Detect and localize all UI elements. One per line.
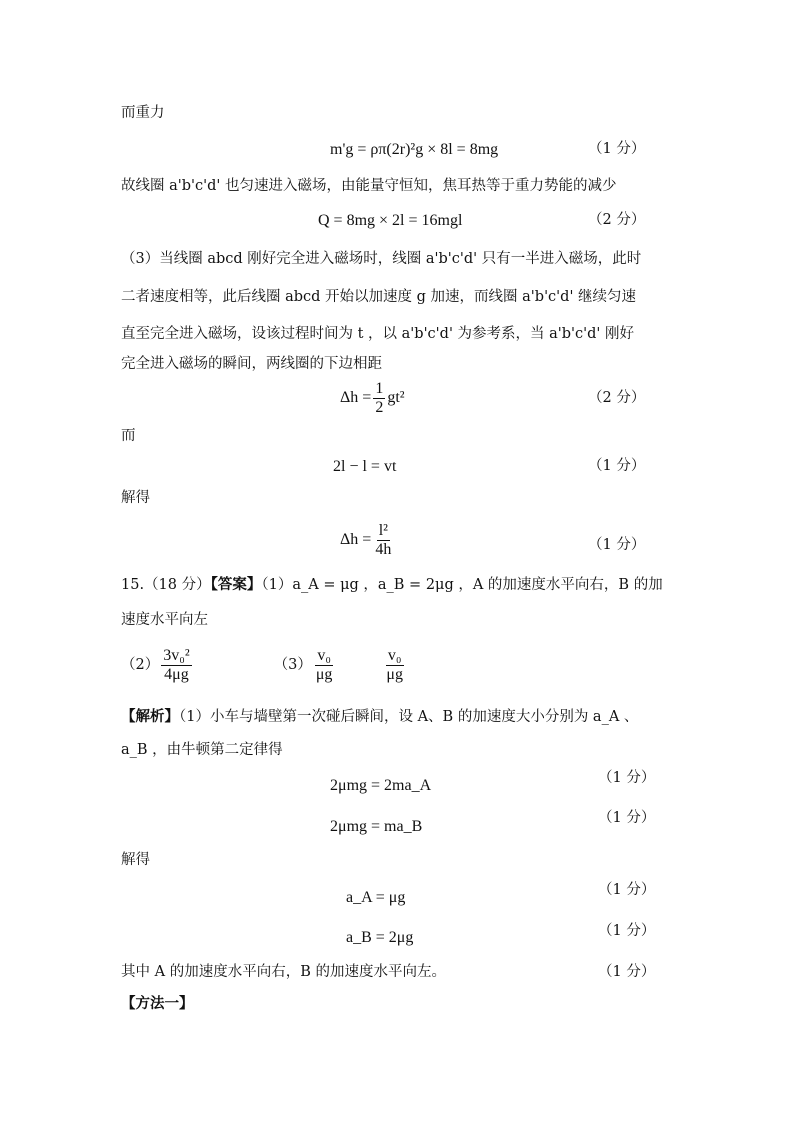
fraction-half <box>373 380 385 417</box>
line-direction: 其中 A 的加速度水平向右，B 的加速度水平向左。 <box>121 964 446 980</box>
score-2: （2 分） <box>588 212 646 228</box>
line-q15-answer <box>121 575 663 595</box>
method-one-heading: 【方法一】 <box>121 995 194 1012</box>
fraction-numerator: 3v₀² <box>163 646 190 664</box>
line-energy-conservation: 故线圈 a'b'c'd' 也匀速进入磁场，由能量守恒知，焦耳热等于重力势能的减少 <box>121 178 617 194</box>
answer-tag: 【答案】 <box>210 576 262 593</box>
score-7: （1 分） <box>598 810 656 826</box>
q15-number: 15.（18 分） <box>121 577 211 593</box>
score-8: （1 分） <box>598 882 656 898</box>
line-part3-2: 二者速度相等，此后线圈 abcd 开始以加速度 g 加速，而线圈 a'b'c'd' 继续匀速 <box>121 289 637 305</box>
line-part3-3: 直至完全进入磁场，设该过程时间为 t ，以 a'b'c'd' 为参考系，当 a'b'c'd' 刚好 <box>121 326 635 342</box>
equation-newton-a: 2μmg = 2ma_A <box>330 777 432 794</box>
line-analysis <box>121 707 638 727</box>
score-6: （1 分） <box>598 770 656 786</box>
line-solve-1: 解得 <box>121 490 150 506</box>
score-1: （1 分） <box>588 141 646 157</box>
line-answers-2-3 <box>121 644 407 686</box>
line-solve-2: 解得 <box>121 852 150 868</box>
line-q15-answer-cont: 速度水平向左 <box>121 612 208 628</box>
fraction-denominator: μg <box>315 665 333 683</box>
eq3-rhs: gt² <box>387 389 405 406</box>
answer2-label: （2） <box>121 657 160 673</box>
fraction-denominator: μg <box>386 665 403 683</box>
line-and: 而 <box>121 428 136 444</box>
eq5-lhs: Δh = <box>340 531 372 548</box>
analysis-tag: 【解析】 <box>121 708 179 725</box>
equation-delta-h-1 <box>340 378 405 418</box>
fraction-denominator: 2 <box>375 398 384 416</box>
fraction-denominator: 4h <box>375 540 392 558</box>
answer-part1: （1）a_A = μg ，a_B = 2μg ，A 的加速度水平向右，B 的加 <box>261 577 663 593</box>
line-part3-1: （3）当线圈 abcd 刚好完全进入磁场时，线圈 a'b'c'd' 只有一半进入磁场，此时 <box>121 251 642 267</box>
fraction-denominator: 4μg <box>164 665 189 683</box>
score-5: （1 分） <box>588 537 646 553</box>
line-analysis-cont: a_B ，由牛顿第二定律得 <box>121 742 283 758</box>
equation-gravity: m'g = ρπ(2r)²g × 8l = 8mg <box>330 141 499 158</box>
equation-distance: 2l − l = vt <box>333 458 397 475</box>
line-gravity-intro: 而重力 <box>121 105 165 121</box>
eq3-lhs: Δh = <box>340 389 372 406</box>
fraction-numerator: l² <box>378 521 388 539</box>
fraction-numerator: v₀ <box>387 646 402 664</box>
line-part3-4: 完全进入磁场的瞬间，两线圈的下边相距 <box>121 356 382 372</box>
score-9: （1 分） <box>598 923 656 939</box>
answer3a-fraction <box>314 647 335 684</box>
equation-result-a: a_A = μg <box>346 889 406 906</box>
analysis-text: （1）小车与墙壁第一次碰后瞬间，设 A、B 的加速度大小分别为 a_A 、 <box>179 709 639 725</box>
fraction-l-squared <box>373 522 393 559</box>
score-10: （1 分） <box>598 964 656 980</box>
answer2-fraction <box>161 647 191 684</box>
score-4: （1 分） <box>588 458 646 474</box>
equation-result-b: a_B = 2μg <box>346 929 414 946</box>
answer3-label: （3） <box>273 657 312 673</box>
score-3: （2 分） <box>588 390 646 406</box>
fraction-numerator: v₀ <box>317 646 331 664</box>
fraction-numerator: 1 <box>375 379 384 397</box>
equation-delta-h-2 <box>340 520 395 560</box>
equation-heat: Q = 8mg × 2l = 16mgl <box>318 212 463 229</box>
answer3b-fraction <box>384 647 405 684</box>
equation-newton-b: 2μmg = ma_B <box>330 818 423 835</box>
